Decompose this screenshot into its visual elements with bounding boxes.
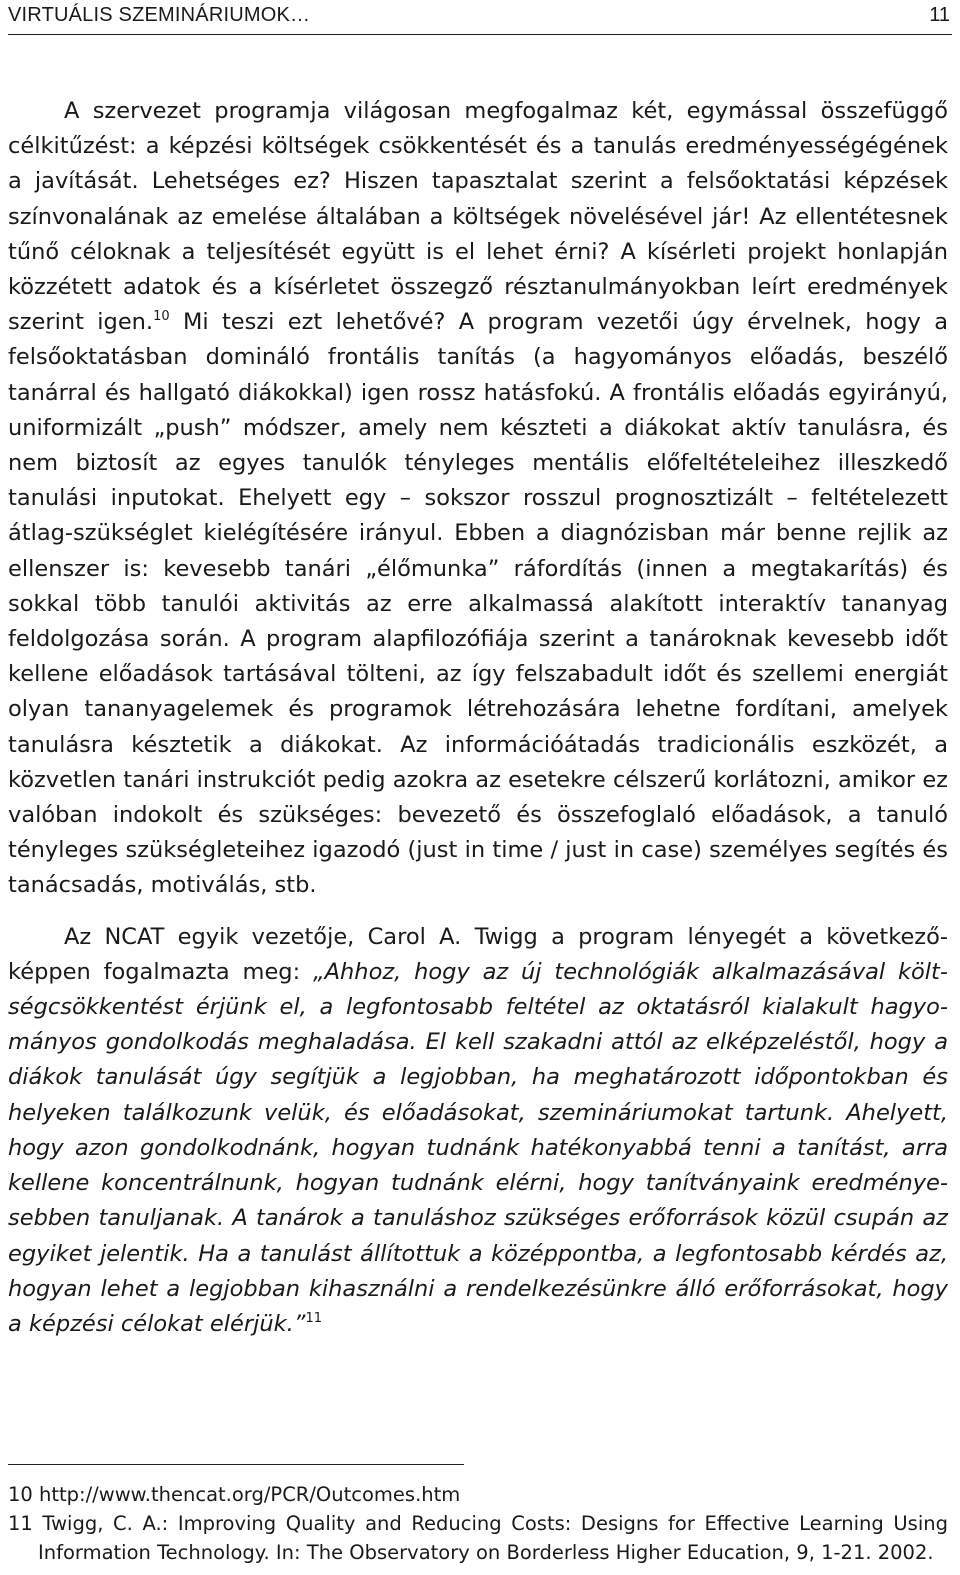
paragraph-2 [8,920,948,1342]
footnote-ref-10: 10 [153,309,170,325]
running-title: VIRTUÁLIS SZEMINÁRIUMOK… [8,4,311,26]
paragraph-1 [8,94,948,904]
body-text [8,94,948,1342]
footnote-10: 10 http://www.thencat.org/PCR/Outcomes.htm [8,1483,461,1506]
paragraph-1-text-a: A szervezet programja világosan megfogalmaz két, egymással összefüggő célkitűzést: a képzési költségek csökkentését és a tanulás eredményességégének a javítását. Lehetséges ez? Hiszen tapasztalat szerint a felsőoktatási képzések színvonalának az emelése általában a költségek növelésével jár! Az ellentétesnek tűnő céloknak a teljesítését együtt is el lehet érni? A kísérleti projekt honlapján közzétett adatok és a kísérletet összegző résztanulmányokban leírt eredmények szerint igen. [8,98,948,336]
footnote-11: 11 Twigg, C. A.: Improving Quality and Reducing Costs: Designs for Effective Learning Using Information Technology. In: The Observatory on Borderless Higher Education, 9, 1-21. 2002. [8,1512,948,1564]
paragraph-1-text-b: Mi teszi ezt lehetővé? A program vezetői úgy érvelnek, hogy a felsőoktatásban domináló frontális tanítás (a hagyományos előadás, beszélő tanárral és hallgató diákokkal) igen rossz hatásfokú. A frontális előadás egyirányú, uniformizált „push” módszer, amely nem készteti a diákokat aktív tanulásra, és nem biztosít az egyes tanulók tényleges mentális előfeltételeihez illeszkedő tanulási inputokat. Ehelyett egy – sokszor rosszul prognosztizált – feltételezett átlag-szükséglet kielégítésére irányul. Ebben a diagnózisban már benne rejlik az ellenszer is: kevesebb tanári „élőmunka” ráfordítás (innen a megtakarítás) és sokkal több tanulói aktivitás az erre alkalmassá alakított interaktív tananyag feldolgozása során. A program alapfilozófiája szerint a tanároknak kevesebb időt kellene előadások tartásával tölteni, az így felszabadult időt és szellemi energiát olyan tananyagelemek és programok létrehozására lehetne fordítani, amelyek tanulásra késztetik a diákokat. Az információátadás tradicionális eszközét, a közvetlen tanári instrukciót pedig azokra az esetekre célszerű korlátozni, amikor ez valóban indokolt és szükséges: bevezető és összefoglaló előadások, a tanuló tényleges szükségleteihez igazodó (just in time / just in case) személyes segítés és tanácsadás, motiválás, stb. [8,309,948,899]
paragraph-2-intro: Az NCAT egyik vezetője, Carol A. Twigg a program lényegét a következőképpen fogalmazta meg: [8,923,948,985]
page-header [8,0,952,35]
footnote-ref-11: 11 [305,1310,322,1326]
footnote-separator [8,1464,464,1465]
block-quote: „Ahhoz, hogy az új technológiák alkalmazásával költségcsökkentést érjünk el, a legfontosabb feltétel az oktatásról kialakult hagyományos gondolkodás meghaladása. El kell szakadni attól az elképzeléstől, hogy a diákok tanulását úgy segítjük a legjobban, ha meghatározott időpontokban és helyeken találkozunk velük, és előadásokat, szemináriumokat tartunk. Ahelyett, hogy azon gondolkodnánk, hogyan tudnánk hatékonyabbá tenni a tanítást, arra kellene koncentrálnunk, hogyan tudnánk elérni, hogy tanítványaink eredményesebben tanuljanak. A tanárok a tanuláshoz szükséges erőforrások közül csupán az egyiket jelentik. Ha a tanulást állítottuk a középpontba, a legfontosabb kérdés az, hogyan lehet a legjobban kihasználni a rendelkezésünkre álló erőforrásokat, hogy a képzési célokat elérjük.” [8,958,948,1337]
page-number: 11 [929,4,950,26]
footnotes [8,1480,948,1567]
